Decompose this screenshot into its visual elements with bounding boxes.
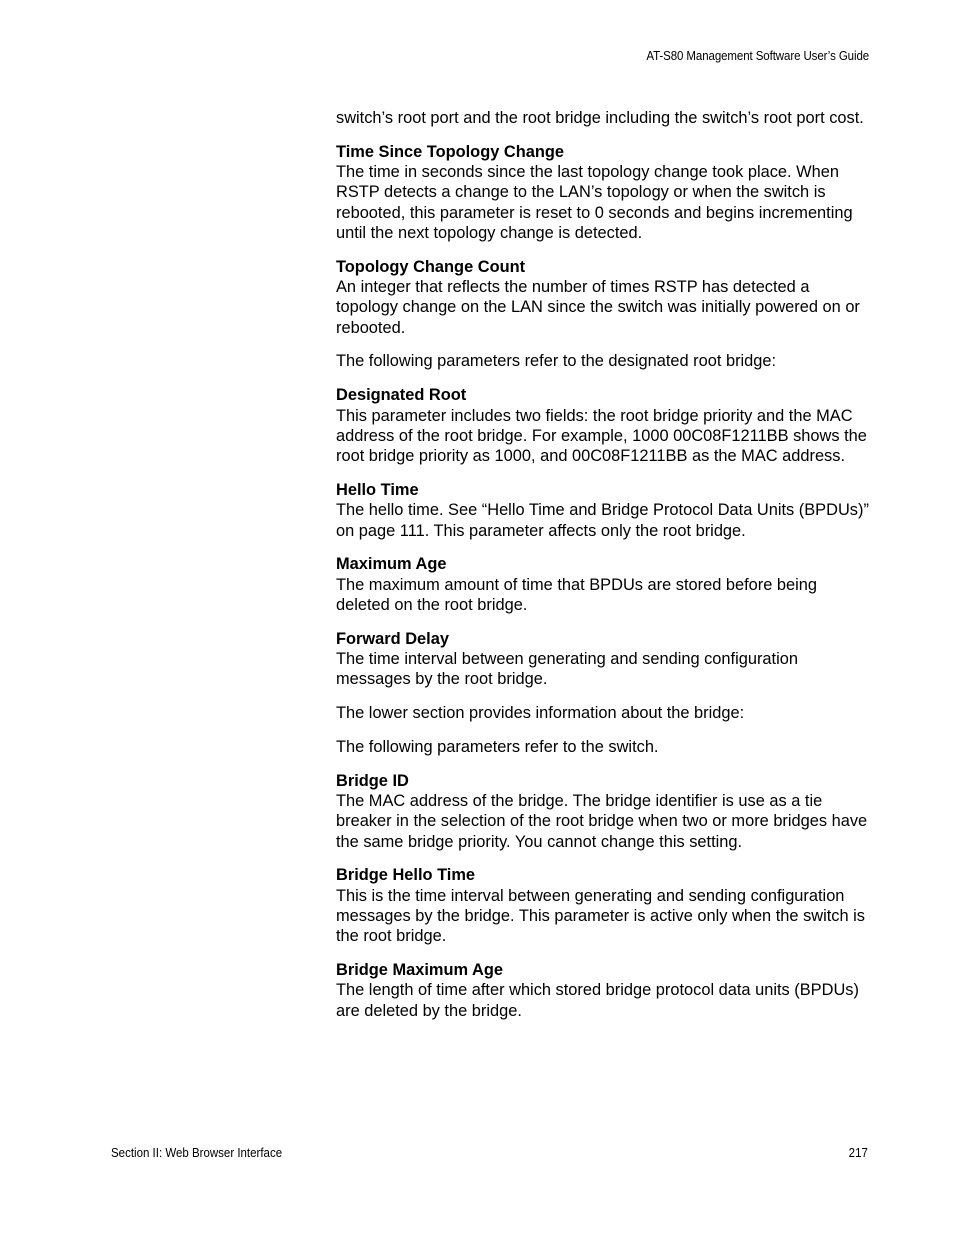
term-description: The maximum amount of time that BPDUs are stored before being deleted on the root bridge. [336,575,818,614]
lower-section-intro-paragraph: The lower section provides information about the bridge: [336,704,745,723]
term-description: This parameter includes two fields: the root bridge priority and the MAC address of the root bridge. For example, 1000 00C08F1211BB shows the root bridge priority as 1000, and 00C08F1211BB as the MAC address. [336,406,867,466]
term-time-since-topology-change [336,142,872,243]
term-description: The hello time. See “Hello Time and Bridge Protocol Data Units (BPDUs)” on page 111. This parameter affects only the root bridge. [336,501,869,540]
term-designated-root [336,385,872,466]
footer-page-number: 217 [848,1146,868,1160]
designated-root-intro-paragraph: The following parameters refer to the designated root bridge: [336,352,777,371]
term-bridge-id [336,771,872,852]
term-title: Bridge Maximum Age [336,961,503,980]
term-bridge-maximum-age [336,960,872,1021]
term-title: Topology Change Count [336,257,526,276]
main-content [336,108,872,1034]
term-title: Bridge Hello Time [336,866,476,885]
term-title: Bridge ID [336,771,409,790]
term-topology-change-count [336,257,872,338]
term-title: Designated Root [336,386,467,405]
term-description: The time interval between generating and sending configuration messages by the root bridge. [336,650,798,689]
term-forward-delay [336,629,872,690]
term-description: The time in seconds since the last topology change took place. When RSTP detects a change to the LAN’s topology or when the switch is rebooted, this parameter is reset to 0 seconds and begins incrementing until the next topology change is detected. [336,163,853,242]
term-title: Maximum Age [336,555,447,574]
term-title: Forward Delay [336,629,449,648]
running-header-title: AT-S80 Management Software User’s Guide [646,49,869,63]
term-maximum-age [336,554,872,615]
term-title: Hello Time [336,480,419,499]
term-bridge-hello-time [336,865,872,946]
footer-section-title: Section II: Web Browser Interface [111,1146,283,1160]
intro-continuation-paragraph: switch’s root port and the root bridge including the switch’s root port cost. [336,109,864,127]
term-description: The MAC address of the bridge. The bridge identifier is use as a tie breaker in the selection of the root bridge when two or more bridges have the same bridge priority. You cannot change this setting. [336,792,868,851]
term-description: An integer that reflects the number of times RSTP has detected a topology change on the LAN since the switch was initially powered on or rebooted. [336,278,860,337]
term-title: Time Since Topology Change [336,142,564,161]
term-description: The length of time after which stored bridge protocol data units (BPDUs) are deleted by the bridge. [336,981,859,1020]
term-description: This is the time interval between generating and sending configuration messages by the bridge. This parameter is active only when the switch is the root bridge. [336,886,865,946]
term-hello-time [336,480,872,541]
switch-parameters-intro-paragraph: The following parameters refer to the switch. [336,737,659,756]
